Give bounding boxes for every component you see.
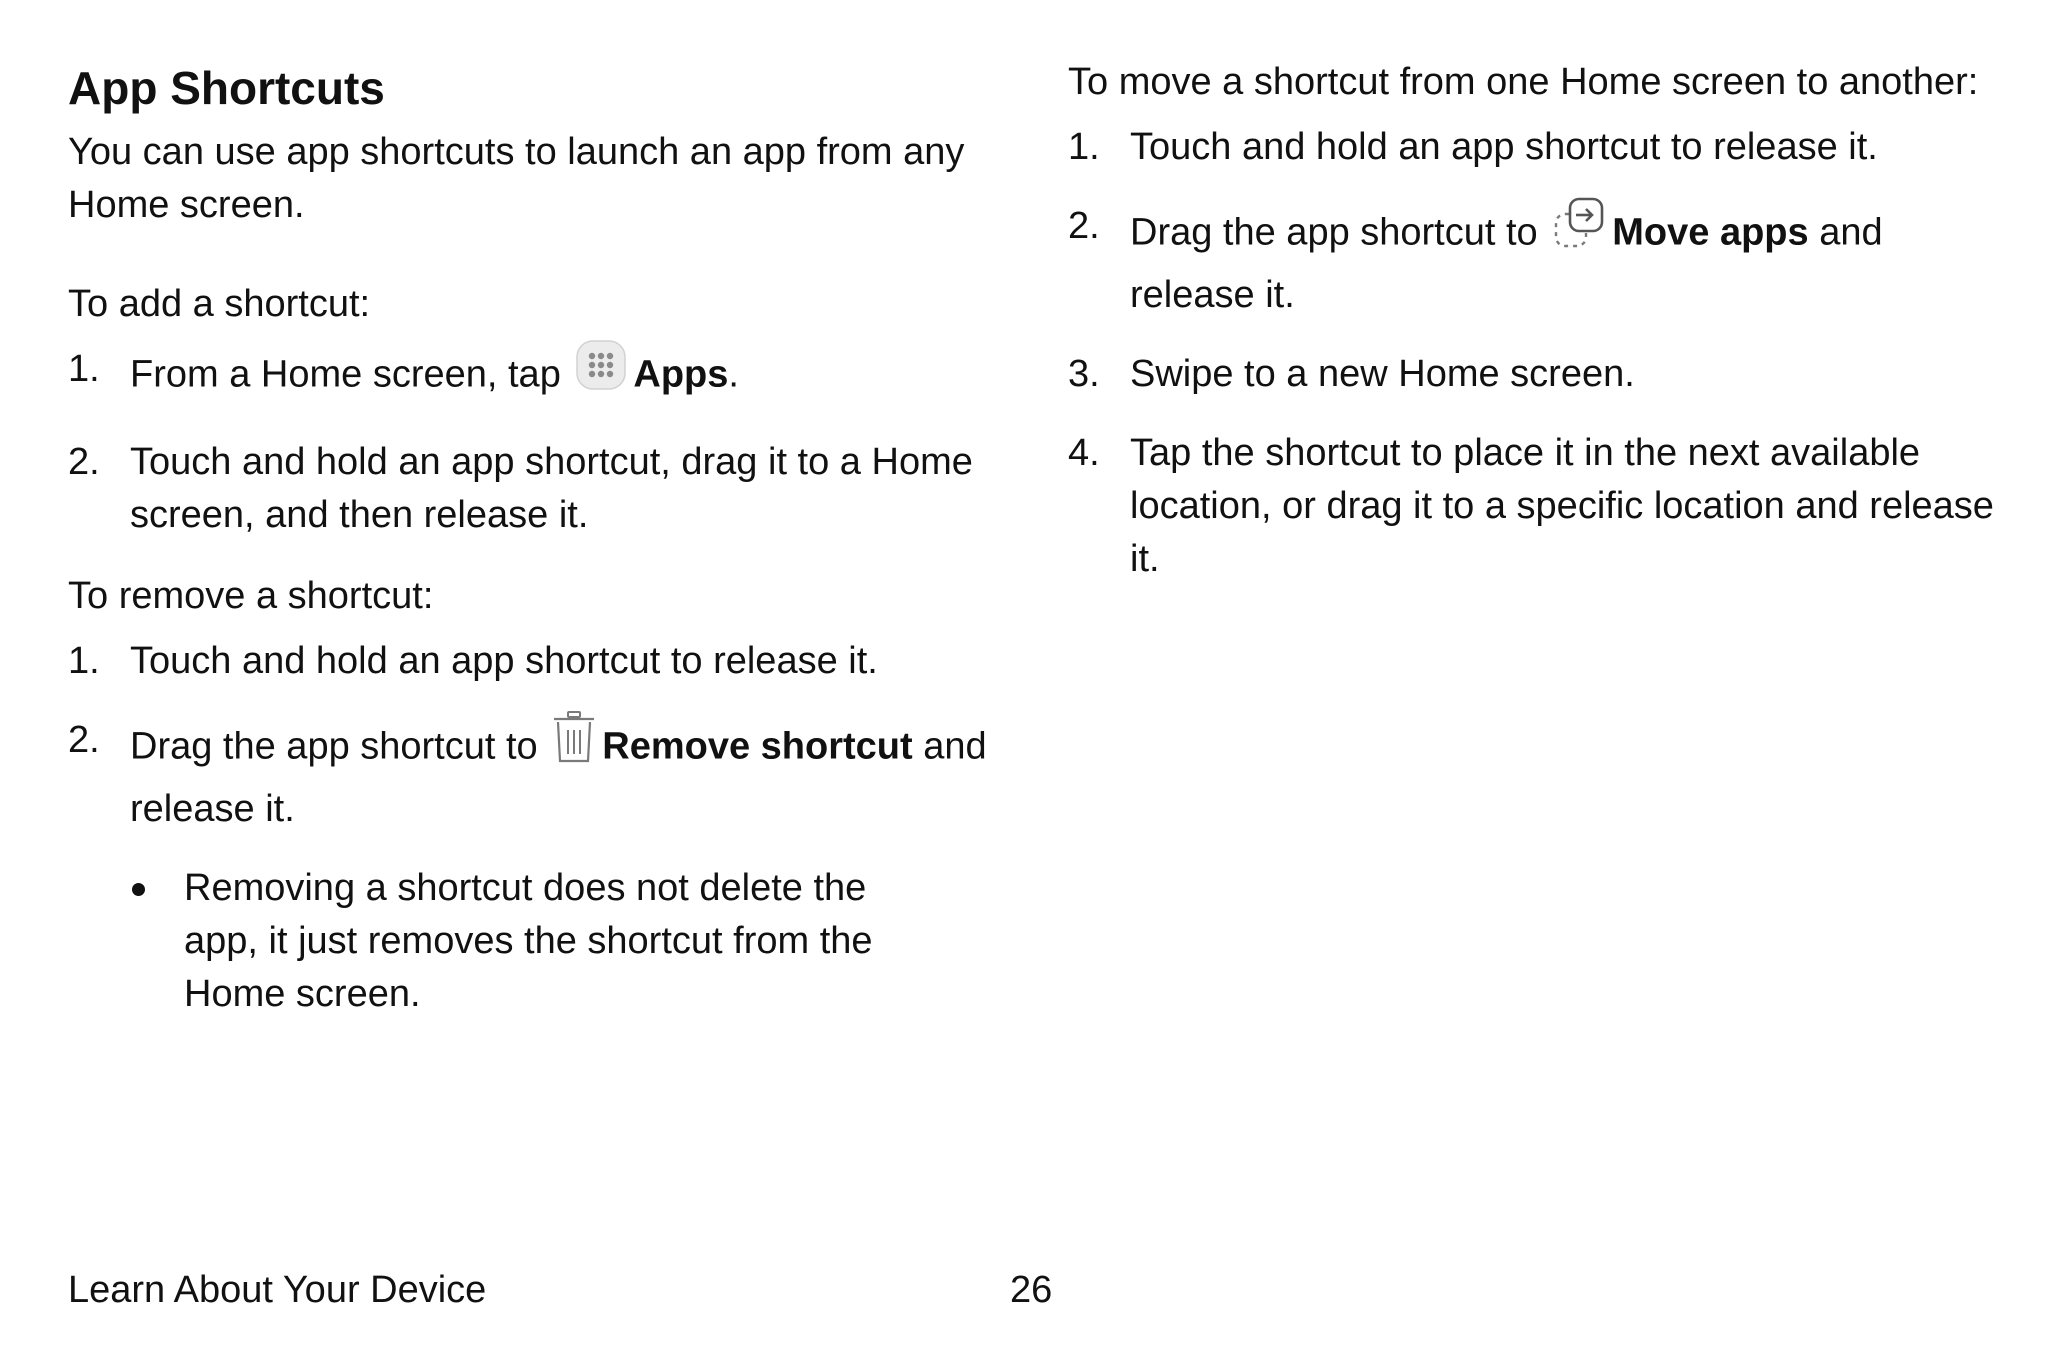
add-step-1 [68,343,988,410]
remove-note [130,862,884,1021]
apps-grid-icon [575,339,627,406]
step-text: From a Home screen, tap [130,353,561,396]
remove-notes [68,862,988,1021]
move-step-2 [1068,200,1950,322]
add-step-2 [68,436,990,542]
right-column [1068,56,2008,612]
remove-shortcut-steps [68,635,988,836]
page-title: App Shortcuts [68,62,385,114]
remove-step-2 [68,714,1010,836]
step-number: 4. [1068,432,1100,474]
move-apps-icon [1552,196,1606,265]
step-text: Touch and hold an app shortcut to release it. [130,640,878,682]
add-shortcut-heading: To add a shortcut: [68,283,371,325]
apps-label: Apps [633,353,729,396]
step-text: Touch and hold an app shortcut to release it. [1130,126,1878,168]
add-shortcut-steps [68,343,988,542]
step-text: Tap the shortcut to place it in the next available location, or drag it to a specific location and release it. [1130,432,1994,580]
trash-icon [552,710,596,779]
move-shortcut-heading: To move a shortcut from one Home screen to another: [1068,61,1979,103]
move-step-4 [1068,427,2010,586]
step-number: 2. [1068,205,1100,247]
move-step-3 [1068,348,2008,401]
left-column [68,56,988,1021]
move-shortcut-steps [1068,121,2008,586]
step-text-end: . [728,353,739,396]
page-number: 26 [1010,1269,1053,1311]
bullet-dot [132,883,145,896]
step-text: Drag the app shortcut to [1130,211,1538,254]
step-number: 1. [1068,126,1100,168]
note-text: Removing a shortcut does not delete the app, it just removes the shortcut from the Home screen. [184,867,873,1015]
move-step-1 [1068,121,2008,174]
step-number: 3. [1068,353,1100,395]
step-number: 1. [68,640,100,682]
remove-shortcut-heading: To remove a shortcut: [68,575,434,617]
step-text: Drag the app shortcut to [130,725,538,768]
step-text-end: and release it. [1130,211,1883,316]
step-text-end: and release it. [130,725,987,830]
move-apps-label: Move apps [1612,211,1809,254]
step-number: 1. [68,348,100,390]
footer-section-title: Learn About Your Device [68,1269,487,1311]
remove-step-1 [68,635,988,688]
intro-paragraph: You can use app shortcuts to launch an app from any Home screen. [68,131,965,226]
remove-shortcut-label: Remove shortcut [602,725,913,768]
step-text: Swipe to a new Home screen. [1130,353,1635,395]
step-text: Touch and hold an app shortcut, drag it to a Home screen, and then release it. [130,441,973,536]
step-number: 2. [68,719,100,761]
step-number: 2. [68,441,100,483]
